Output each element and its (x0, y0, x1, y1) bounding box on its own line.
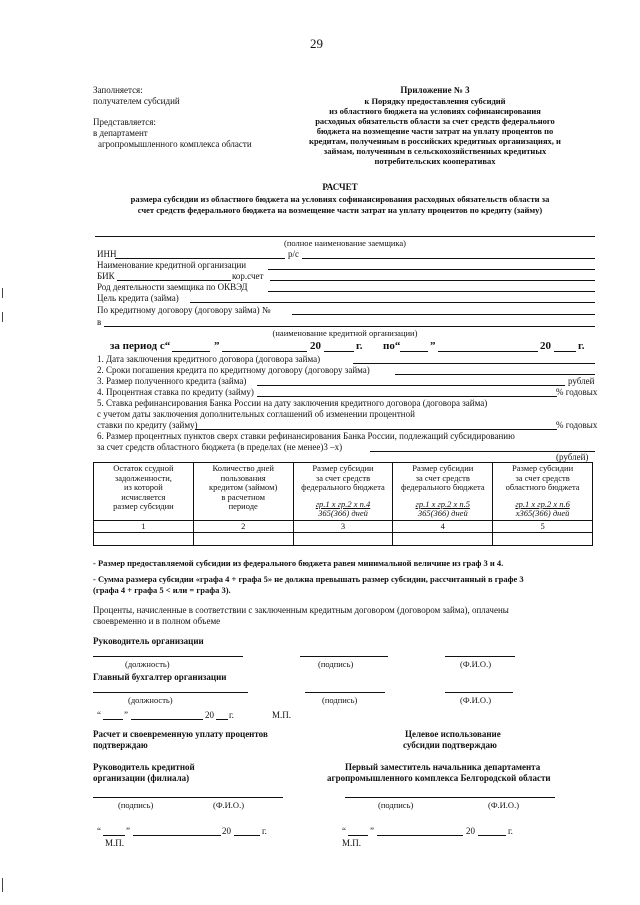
period-month-to[interactable] (438, 351, 538, 352)
item-5: с учетом даты заключения дополнительных соглашений об изменении процентной (97, 409, 415, 419)
item-4-unit: % годовых (556, 387, 598, 397)
inn-label: ИНН (97, 249, 117, 259)
deputy-label: агропромышленного комплекса Белгородской области (327, 773, 551, 783)
bank-caption: (наименование кредитной организации) (272, 328, 418, 338)
table-cell: 4 (393, 520, 493, 533)
date-quote: ” (126, 826, 130, 836)
signature-caption: (подпись) (118, 800, 154, 810)
bik-label: БИК (97, 271, 115, 281)
item-6: 6. Размер процентных пунктов сверх ставки рефинансирования Банка России, подлежащий субсидированию (97, 431, 515, 441)
item-3-field[interactable] (257, 385, 565, 386)
rs-field[interactable] (302, 258, 595, 259)
date-quote: “ (97, 710, 101, 720)
bank-head-label: организации (филиала) (93, 773, 190, 783)
appendix-line: займам, полученным в сельскохозяйственных кредитных (323, 146, 547, 156)
item-4-field[interactable] (257, 396, 557, 397)
table-cell[interactable] (94, 533, 194, 546)
table-cell[interactable] (493, 533, 593, 546)
table-cell: 5 (493, 520, 593, 533)
appendix-line: бюджета на возмещение части затрат на уплату процентов по (316, 126, 554, 136)
acc-position-field[interactable] (93, 692, 248, 693)
doc-subtitle: размера субсидии из областного бюджета на условиях софинансирования расходных обязательств области за (130, 194, 550, 204)
bik-field[interactable] (117, 280, 231, 281)
item-5: 5. Ставка рефинансирования Банка России на дату заключения кредитного договора (договора займа) (97, 398, 488, 408)
okved-field[interactable] (268, 291, 595, 292)
acc-fio-field[interactable] (445, 692, 513, 693)
date-day-field[interactable] (348, 835, 368, 836)
appendix-line: расходных обязательств области за счет средств федерального (315, 116, 555, 126)
bank-name-label: Наименование кредитной организации (97, 260, 247, 270)
submitted-label: Представляется: (93, 117, 156, 127)
fills-value: получателем субсидий (93, 96, 180, 106)
period-label: за период с“ (110, 340, 171, 352)
stamp-place: М.П. (105, 838, 125, 848)
table-cell[interactable] (193, 533, 293, 546)
doc-title: РАСЧЕТ (322, 182, 358, 192)
date-year-field[interactable] (234, 835, 260, 836)
acc-signature-field[interactable] (305, 692, 385, 693)
deputy-label: Первый заместитель начальника департамента (345, 762, 541, 772)
period-year: 20 (540, 340, 551, 352)
item-2-field[interactable] (395, 374, 595, 375)
period-g: г. (356, 340, 363, 352)
date-year-field[interactable] (478, 835, 506, 836)
table-header-row (94, 463, 593, 521)
position-caption: (должность) (125, 659, 170, 669)
appendix-line: из областного бюджета на условиях софинансирования (329, 106, 541, 116)
fills-label: Заполняется: (93, 85, 143, 95)
date-g: г. (262, 826, 267, 836)
table-header: Размер субсидии за счет средств федерального бюджета гр.1 х гр.2 х п.4 365(366) дней (293, 463, 393, 521)
table-header: Количество дней пользования кредитом (займом) в расчетном периоде (193, 463, 293, 521)
date-year: 20 (222, 826, 231, 836)
borrower-caption: (полное наименование заемщика) (283, 238, 407, 248)
appendix-line: потребительских кооперативах (374, 156, 496, 166)
bank-signature-field[interactable] (93, 797, 283, 798)
table-cell[interactable] (293, 533, 393, 546)
period-day-from[interactable] (172, 351, 210, 352)
date-year: 20 (466, 826, 475, 836)
date-month-field[interactable] (131, 719, 203, 720)
item-5-field[interactable] (195, 429, 557, 430)
paragraph: Проценты, начисленные в соответствии с заключенным кредитным договором (договором займа), оплачены (93, 605, 509, 615)
period-year-from[interactable] (324, 351, 354, 352)
signature-caption: (подпись) (378, 800, 414, 810)
page-number: 29 (310, 36, 323, 51)
item-5: ставки по кредиту (займу) (97, 420, 198, 430)
item-6: за счет средств областного бюджета (в пределах (не менее)3 –х) (97, 442, 343, 452)
deputy-signature-field[interactable] (345, 797, 555, 798)
paragraph: своевременно и в полном объеме (93, 616, 221, 626)
signature-caption: (подпись) (318, 659, 354, 669)
margin-mark (2, 288, 3, 298)
purpose-field[interactable] (190, 302, 595, 303)
item-2: 2. Сроки погашения кредита по кредитному договору (договору займа) (97, 365, 370, 375)
purpose-label: Цель кредита (займа) (97, 293, 179, 303)
fio-caption: (Ф.И.О.) (213, 800, 245, 810)
appendix-line: к Порядку предоставления субсидий (364, 96, 506, 106)
table-header: Размер субсидии за счет средств федерального бюджета гр.1 х гр.2 х п.5 365(366) дней (393, 463, 493, 521)
submitted-line: агропромышленного комплекса области (98, 139, 252, 149)
head-position-field[interactable] (93, 656, 243, 657)
table-number-row (94, 520, 593, 533)
borrower-line[interactable] (95, 236, 595, 237)
period-g: г. (578, 340, 585, 352)
contract-field[interactable] (292, 314, 595, 315)
date-quote: ” (124, 710, 128, 720)
in-label: в (97, 317, 102, 327)
appendix-title: Приложение № 3 (400, 85, 470, 95)
doc-subtitle: счет средств федерального бюджета на возмещение части затрат на уплату процентов по кредиту (займу) (137, 205, 543, 215)
period-quote: ” (430, 340, 436, 352)
korschet-field[interactable] (270, 280, 595, 281)
okved-label: Род деятельности заемщика по ОКВЭД (97, 282, 248, 292)
period-year: 20 (310, 340, 321, 352)
subsidy-table (93, 462, 593, 546)
item-4: 4. Процентная ставка по кредиту (займу) (97, 387, 254, 397)
rubles-label: (рублей) (556, 452, 589, 462)
period-to: по“ (383, 340, 401, 352)
note-1: - Размер предоставляемой субсидии из федерального бюджета равен минимальной величине из граф 3 и 4. (93, 558, 504, 568)
bank-head-label: Руководитель кредитной (93, 762, 195, 772)
confirm-right: субсидии подтверждаю (403, 740, 497, 750)
fio-caption: (Ф.И.О.) (460, 695, 492, 705)
period-year-to[interactable] (554, 351, 576, 352)
date-quote: “ (342, 826, 346, 836)
date-day-field[interactable] (103, 719, 123, 720)
submitted-line: в департамент (93, 128, 148, 138)
period-month-from[interactable] (222, 351, 307, 352)
date-g: г. (508, 826, 513, 836)
item-5-unit: % годовых (556, 420, 598, 430)
item-1-field[interactable] (353, 363, 595, 364)
chief-accountant-label: Главный бухгалтер организации (93, 672, 227, 682)
table-cell[interactable] (393, 533, 493, 546)
period-day-to[interactable] (400, 351, 428, 352)
stamp-place: М.П. (342, 838, 362, 848)
margin-mark (2, 312, 3, 322)
fio-caption: (Ф.И.О.) (460, 659, 492, 669)
note-2: (графа 4 + графа 5 < или = графа 3). (93, 585, 231, 595)
date-month-field[interactable] (377, 835, 463, 836)
head-label: Руководитель организации (93, 636, 204, 646)
table-cell: 3 (293, 520, 393, 533)
table-cell: 1 (94, 520, 194, 533)
table-header: Остаток ссудной задолженности, из которой исчисляется размер субсидии (94, 463, 194, 521)
rs-label: р/с (288, 249, 299, 259)
note-2: - Сумма размера субсидии «графа 4 + графа 5» не должна превышать размер субсидии, рассчитанный в графе 3 (93, 574, 524, 584)
item-3-unit: рублей (568, 376, 595, 386)
date-quote: ” (370, 826, 374, 836)
date-quote: “ (97, 826, 101, 836)
date-year-field[interactable] (216, 719, 228, 720)
appendix-line: кредитам, полученным в российских кредитных организациях, и (309, 136, 561, 146)
confirm-left: Расчет и своевременную уплату процентов (93, 729, 268, 739)
confirm-right: Целевое использование (405, 729, 501, 739)
bank-name-field[interactable] (268, 269, 595, 270)
head-fio-field[interactable] (445, 656, 515, 657)
table-header: Размер субсидии за счет средств областного бюджета гр.1 х гр.2 х п.6 х365(366) дней (493, 463, 593, 521)
fio-caption: (Ф.И.О.) (488, 800, 520, 810)
date-year: 20 (205, 710, 214, 720)
date-day-field[interactable] (103, 835, 125, 836)
period-quote: ” (214, 340, 220, 352)
stamp-place: М.П. (272, 710, 292, 720)
korschet-label: кор.счет (232, 271, 264, 281)
margin-mark (2, 878, 3, 892)
item-3: 3. Размер полученного кредита (займа) (97, 376, 247, 386)
item-1: 1. Дата заключения кредитного договора (договора займа) (97, 354, 321, 364)
inn-field[interactable] (115, 258, 285, 259)
date-month-field[interactable] (133, 835, 221, 836)
confirm-left: подтверждаю (93, 740, 148, 750)
table-row[interactable] (94, 533, 593, 546)
date-g: г. (229, 710, 234, 720)
table-cell: 2 (193, 520, 293, 533)
contract-label: По кредитному договору (договору займа) № (97, 305, 271, 315)
signature-caption: (подпись) (322, 695, 358, 705)
head-signature-field[interactable] (300, 656, 388, 657)
position-caption: (должность) (128, 695, 173, 705)
bank-field[interactable] (104, 326, 595, 327)
